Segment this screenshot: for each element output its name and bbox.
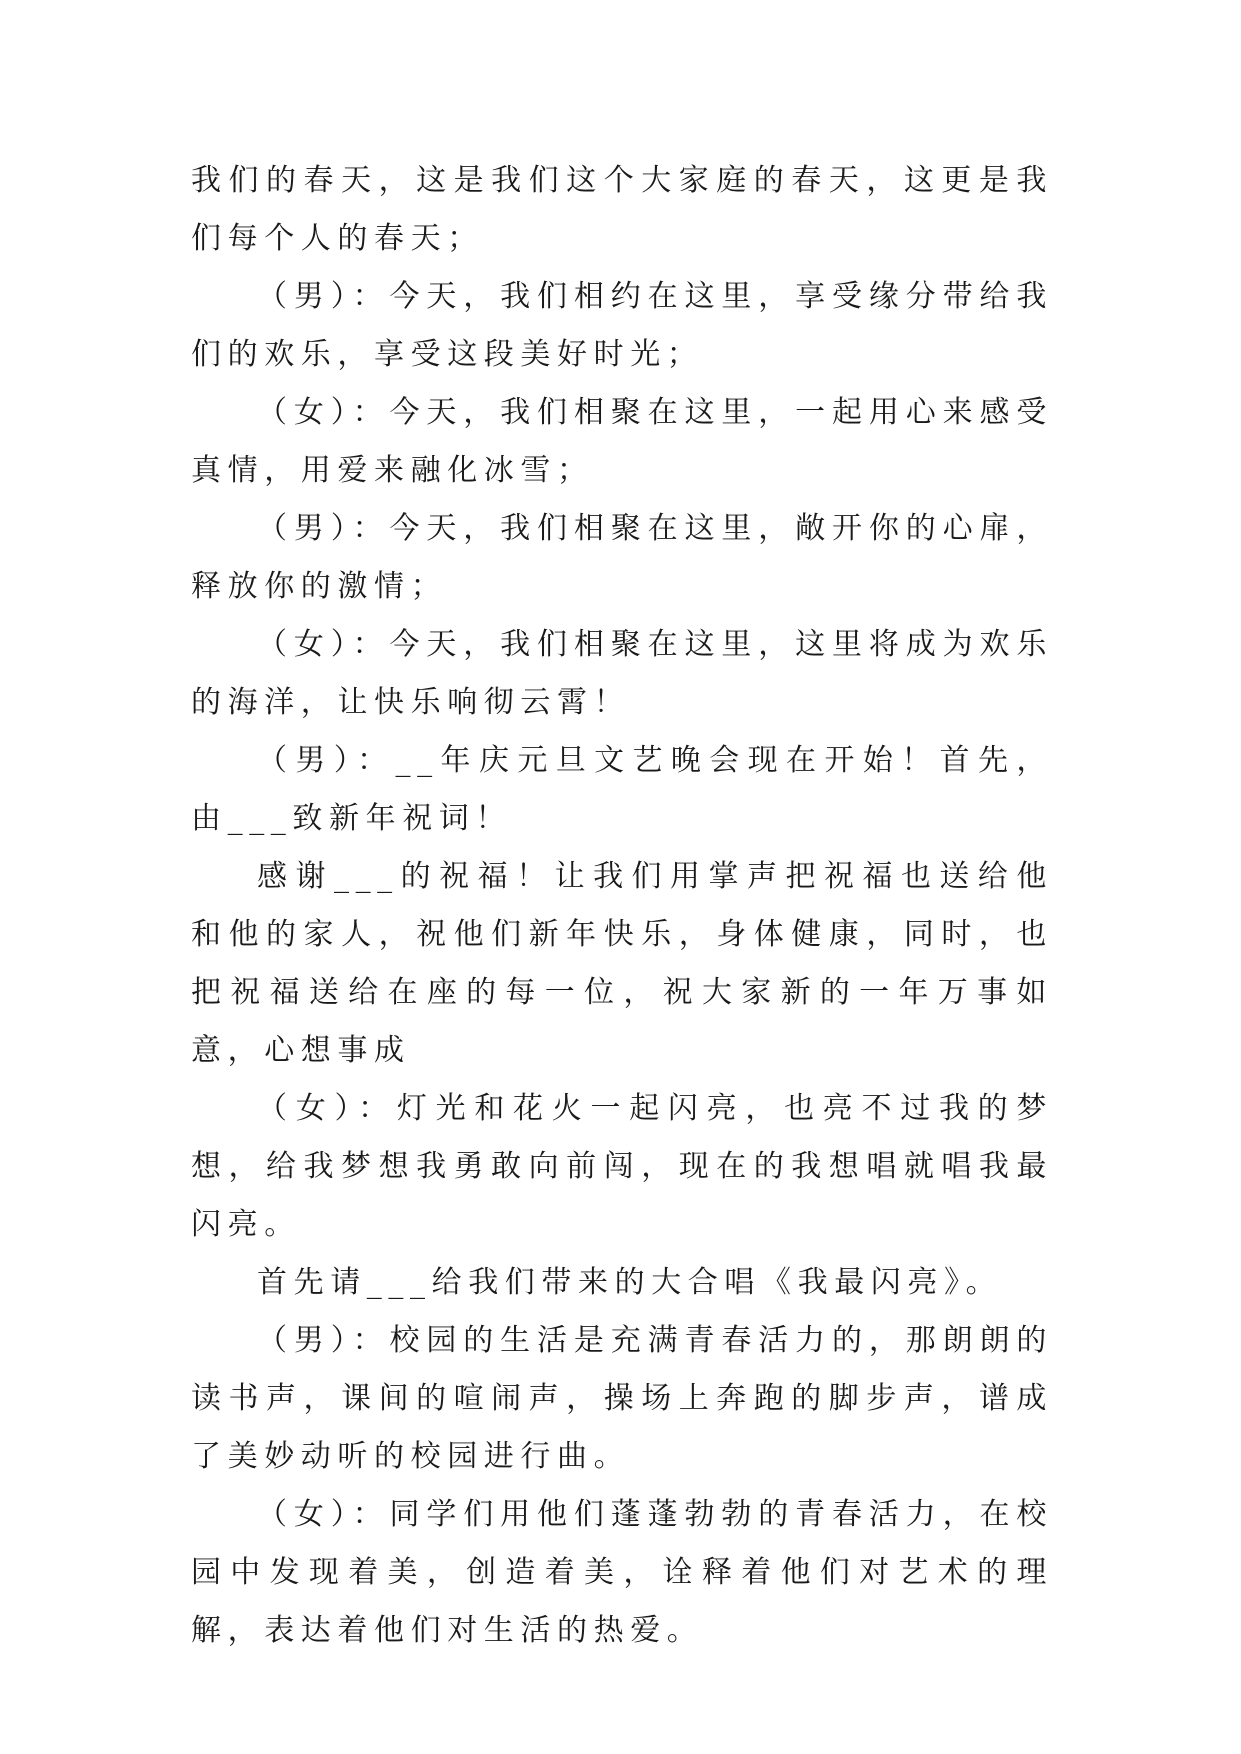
paragraph-10: （男）：校园的生活是充满青春活力的，那朗朗的读书声，课间的喧闹声，操场上奔跑的脚步声，谱成了美妙动听的校园进行曲。: [191, 1323, 1053, 1474]
paragraph-5: （女）：今天，我们相聚在这里，这里将成为欢乐的海洋，让快乐响彻云霄！: [191, 627, 1053, 720]
paragraph-1: 我们的春天，这是我们这个大家庭的春天，这更是我们每个人的春天；: [191, 163, 1053, 256]
paragraph-11: （女）：同学们用他们蓬蓬勃勃的青春活力，在校园中发现着美，创造着美，诠释着他们对艺术的理解，表达着他们对生活的热爱。: [191, 1497, 1053, 1648]
paragraph-2: （男）：今天，我们相约在这里，享受缘分带给我们的欢乐，享受这段美好时光；: [191, 279, 1053, 372]
paragraph-8: （女）：灯光和花火一起闪亮，也亮不过我的梦想，给我梦想我勇敢向前闯，现在的我想唱就唱我最闪亮。: [191, 1091, 1053, 1242]
paragraph-9: 首先请___给我们带来的大合唱《我最闪亮》。: [257, 1265, 1003, 1300]
paragraph-4: （男）：今天，我们相聚在这里，敞开你的心扉，释放你的激情；: [191, 511, 1053, 604]
document-body: [191, 152, 1053, 1660]
paragraph-3: （女）：今天，我们相聚在这里，一起用心来感受真情，用爱来融化冰雪；: [191, 395, 1053, 488]
paragraph-6: （男）：__年庆元旦文艺晚会现在开始！首先，由___致新年祝词！: [191, 743, 1053, 836]
paragraph-7: 感谢___的祝福！让我们用掌声把祝福也送给他和他的家人，祝他们新年快乐，身体健康，同时，也把祝福送给在座的每一位，祝大家新的一年万事如意，心想事成: [191, 859, 1053, 1068]
